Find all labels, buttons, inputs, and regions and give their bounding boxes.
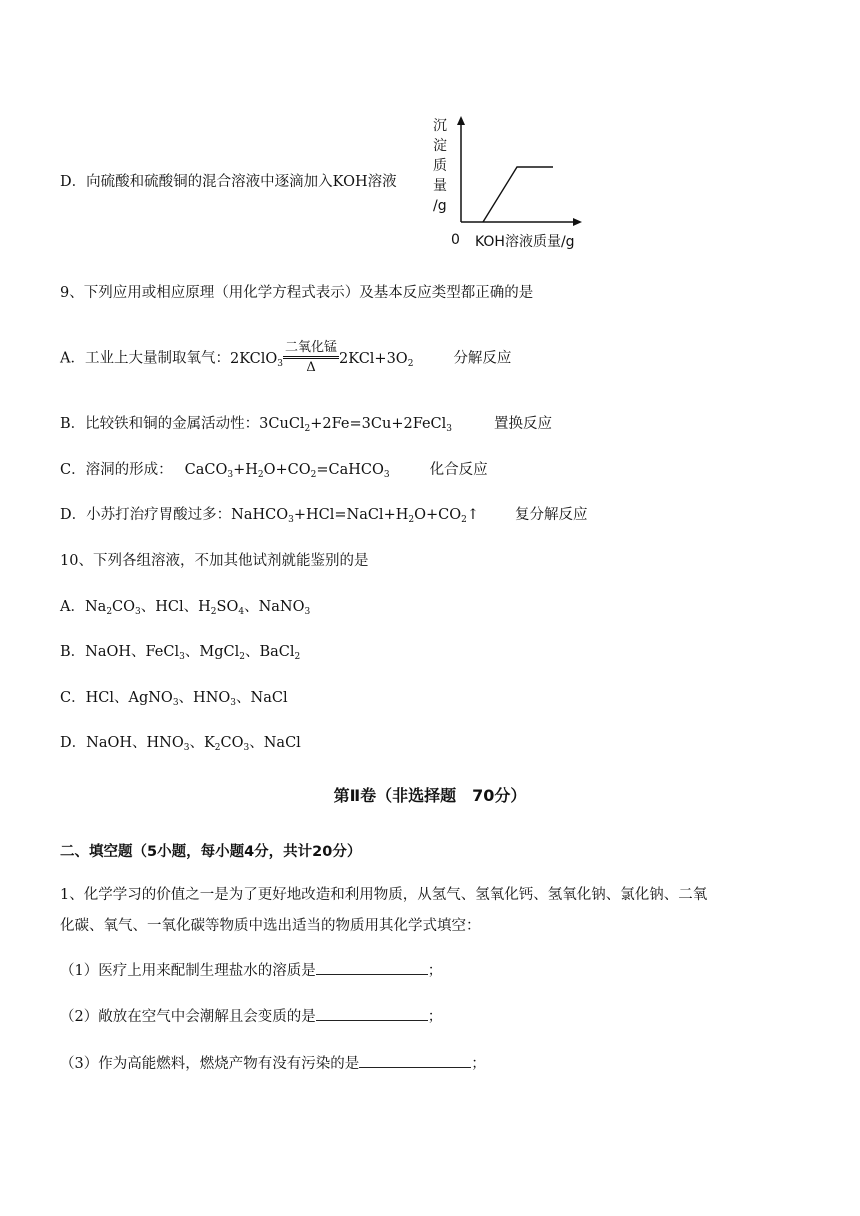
graph-curve xyxy=(483,167,553,222)
q9-a-condition xyxy=(283,340,339,377)
fill1-item-3-text: （3）作为高能燃料，燃烧产物有没有污染的是 xyxy=(60,1056,360,1072)
fill1-stem-line1: 1、化学学习的价值之一是为了更好地改造和利用物质，从氢气、氢氧化钙、氢氧化钠、氯化钠、二氧 xyxy=(60,887,708,903)
q9-option-c xyxy=(60,460,488,480)
q9-a-prefix: A．工业上大量制取氧气： xyxy=(60,350,230,367)
graph-ylabel-1: 沉 xyxy=(433,118,447,134)
q8-d-koh: KOH xyxy=(332,174,368,190)
q8-d-text: 向硫酸和硫酸铜的混合溶液中逐滴加入 xyxy=(86,174,333,190)
q10-option-b: B．NaOH、FeCl$_3$、MgCl$_2$、BaCl$_2$ xyxy=(60,644,301,662)
graph-y-arrow xyxy=(457,116,465,125)
fill1-item-2-text: （2）敞放在空气中会潮解且会变质的是 xyxy=(60,1009,316,1025)
q9-d-prefix: D．小苏打治疗胃酸过多： xyxy=(60,507,232,523)
q10-option-d: D．NaOH、$HNO_3$、$K_2CO_3$、NaCl xyxy=(60,735,301,753)
q9-c-type: 化合反应 xyxy=(429,462,488,478)
section2-title: 第Ⅱ卷（非选择题 70分） xyxy=(333,786,527,805)
q9-c-equation: $CaCO_3+H_2O+CO_2=CaHCO_3$ xyxy=(184,462,390,480)
fill1-item-3 xyxy=(60,1053,486,1074)
precipitate-graph xyxy=(425,112,595,252)
fill1-item-1-end: ； xyxy=(427,963,443,979)
q9-b-prefix: B．比较铁和铜的金属活动性： xyxy=(60,416,260,432)
q9-option-a xyxy=(60,340,511,377)
fill1-stem-line2: 化碳、氧气、一氧化碳等物质中选出适当的物质用其化学式填空： xyxy=(60,918,481,934)
fill1-item-2-end: ； xyxy=(427,1009,443,1025)
q10-option-a: A．$Na_2CO_3$、HCl、$H_2SO_4$、NaNO$_3$ xyxy=(60,599,311,617)
q8-option-d xyxy=(60,172,397,192)
fill1-blank-1[interactable] xyxy=(316,960,428,975)
q9-d-equation: $NaHCO_3+HCl=NaCl+H_2O+CO_2↑$ xyxy=(231,507,480,525)
fill1-item-1-text: （1）医疗上用来配制生理盐水的溶质是 xyxy=(60,963,316,979)
q9-a-product: $2KCl+3O_2$ xyxy=(339,350,414,369)
q10-option-c: C．HCl、AgNO$_3$、$HNO_3$、NaCl xyxy=(60,690,288,708)
q9-a-catalyst: 二氧化锰 xyxy=(283,340,339,359)
fill1-blank-2[interactable] xyxy=(316,1006,428,1021)
graph-ylabel-2: 淀 xyxy=(433,138,447,154)
q10-stem: 10、下列各组溶液，不加其他试剂就能鉴别的是 xyxy=(60,553,369,569)
q9-d-type: 复分解反应 xyxy=(515,507,588,523)
fill1-item-2 xyxy=(60,1006,442,1027)
section2-heading: 二、填空题（5小题，每小题4分，共计20分） xyxy=(60,844,362,860)
graph-origin: 0 xyxy=(451,232,460,248)
q8-d-label: D． xyxy=(60,174,87,190)
graph-ylabel-4: 量 xyxy=(433,178,447,194)
q9-c-prefix: C．溶洞的形成： xyxy=(60,462,173,478)
fill1-item-3-end: ； xyxy=(471,1056,486,1072)
fill1-item-1 xyxy=(60,960,442,981)
q9-a-heat: Δ xyxy=(306,360,316,375)
graph-xlabel: KOH溶液质量/g xyxy=(475,234,575,250)
graph-x-arrow xyxy=(573,218,582,226)
q9-b-equation: 3CuCl$_2$+2Fe=3Cu+2FeCl$_3$ xyxy=(259,416,453,434)
q9-stem: 9、下列应用或相应原理（用化学方程式表示）及基本反应类型都正确的是 xyxy=(60,285,534,301)
q9-option-d xyxy=(60,505,588,525)
graph-ylabel-5: /g xyxy=(433,198,447,214)
fill1-blank-3[interactable] xyxy=(359,1053,471,1068)
q9-b-type: 置换反应 xyxy=(494,416,553,432)
q9-option-b xyxy=(60,414,552,434)
graph-ylabel-3: 质 xyxy=(433,158,447,174)
q9-a-type: 分解反应 xyxy=(453,350,512,367)
q9-a-reactant: 2KClO$_3$ xyxy=(229,350,284,369)
q8-d-text2: 溶液 xyxy=(367,174,397,190)
